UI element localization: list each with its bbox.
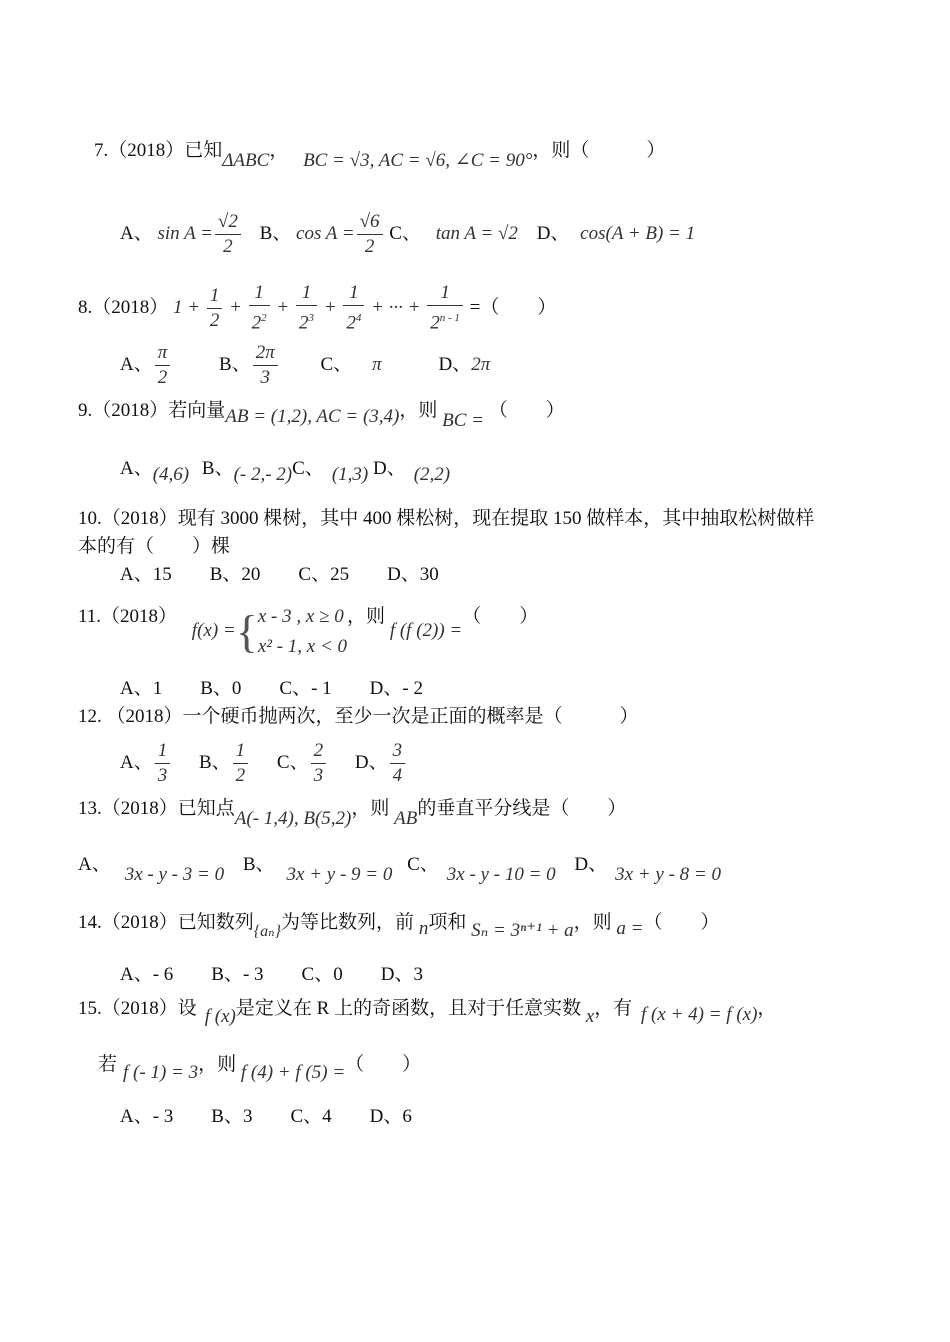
q8-option-a-label: A、 [120, 354, 153, 375]
q9-bc: BC = [442, 410, 484, 431]
q8-options [120, 338, 490, 392]
q7-a-num: √2 [215, 210, 241, 235]
q9-d-val: (2,2) [413, 464, 451, 485]
q8-series: 1 + $\frac{1}{2}$ + $\frac{1}{2^2}$ + $\frac{1}{2^3}$ + $\frac{1}{2^4}$ + ··· + $\frac{1}{2^{n - 1}}$ [173, 297, 470, 318]
q7-triangle: ΔABC [222, 150, 270, 171]
q14-mid2: 项和 [428, 912, 467, 933]
q9-c-val: (1,3) [331, 464, 369, 485]
q14-mid: 为等比数列，前 [281, 912, 415, 933]
q14-n: n [418, 918, 429, 939]
q12-options [120, 736, 407, 790]
q12-b-num: 1 [233, 739, 249, 764]
q11-case1: x - 3 , x ≥ 0 [257, 605, 344, 627]
q14-a-eq: a = [616, 918, 644, 939]
q8-a-den: 2 [157, 367, 168, 389]
q12-a-den: 3 [157, 765, 168, 787]
q8-stem-text: 8.（2018） [78, 297, 169, 318]
q7-b-num: √6 [357, 210, 383, 235]
q9-stem [78, 398, 565, 431]
q15-line2 [98, 1052, 422, 1083]
q12-stem: 12. （2018）一个硬币抛两次，至少一次是正面的概率是（ ） [78, 706, 639, 727]
q7-option-b-expr: cos A = [296, 223, 355, 244]
q10-line2: 本的有（ ）棵 [78, 536, 231, 557]
q15-l2b: ，则 [198, 1054, 237, 1075]
q8-option-d-label: D、 [438, 354, 472, 375]
q8-option-c-label: C、 [320, 354, 353, 375]
q13-option-d-label: D、 [574, 854, 608, 875]
q15-stem-text: 15.（2018）设 [78, 998, 197, 1019]
q8-a-num: π [155, 341, 171, 366]
q7-option-a-expr: sin A = [157, 223, 213, 244]
q7-tail: ，则（ ） [532, 140, 666, 161]
q9-option-c-label: C、 [292, 458, 324, 479]
q13-ab: AB [394, 808, 418, 829]
q9-b-val: (- 2,- 2) [233, 464, 293, 485]
q8-d-val: 2π [471, 354, 491, 375]
q15-line1 [78, 996, 777, 1027]
q7-option-c-expr: tan A = √2 [435, 223, 518, 244]
q13-c-val: 3x - y - 10 = 0 [446, 864, 556, 885]
q13-mid: ，则 [351, 798, 390, 819]
q12-option-d-label: D、 [354, 752, 388, 773]
q11-cases [258, 602, 347, 662]
q13-d-val: 3x + y - 8 = 0 [615, 864, 721, 885]
q13-points: A(- 1,4), B(5,2) [234, 808, 352, 829]
q13-tail: 的垂直平分线是（ ） [417, 798, 627, 819]
q8-stem [78, 280, 556, 336]
q12-a-num: 1 [155, 739, 171, 764]
q8-b-num: 2π [253, 341, 278, 366]
q12-option-b-label: B、 [198, 752, 231, 773]
q15-q: f (4) + f (5) = [240, 1062, 346, 1083]
q11-case2: x² - 1, x < 0 [257, 635, 348, 657]
q9-options [120, 456, 451, 485]
q14-tail: （ ） [643, 912, 720, 933]
q12-c-num: 2 [311, 739, 327, 764]
q11-stem-text: 11.（2018） [78, 606, 178, 627]
q15-mid2: ，有 [594, 998, 633, 1019]
q12-c-den: 3 [313, 765, 324, 787]
q15-l2a: 若 [98, 1054, 118, 1075]
q15-mid: 是定义在 R 上的奇函数，且对于任意实数 [235, 998, 582, 1019]
q10-options: A、15 B、20 C、25 D、30 [120, 564, 439, 585]
q14-sn: Sₙ = 3ⁿ⁺¹ + a [471, 920, 574, 941]
q7-option-b-label: B、 [259, 223, 292, 244]
q12-b-den: 2 [235, 765, 246, 787]
q7-option-d-expr: cos(A + B) = 1 [580, 223, 696, 244]
q7-option-a-label: A、 [120, 223, 153, 244]
q7-option-d-label: D、 [536, 223, 570, 244]
q14-mid3: ，则 [573, 912, 612, 933]
q9-vectors: AB = (1,2), AC = (3,4) [225, 406, 400, 427]
q7-sep: ， [269, 140, 289, 161]
q13-options [78, 852, 721, 885]
q14-stem [78, 910, 720, 941]
q11-stem [78, 598, 538, 664]
q8-tail: =（ ） [469, 297, 557, 318]
q11-fx: f(x) = [191, 620, 236, 641]
q15-tail: （ ） [345, 1054, 422, 1075]
q7-condition: BC = √3, AC = √6, ∠C = 90° [303, 150, 533, 171]
q12-option-c-label: C、 [276, 752, 309, 773]
q13-stem [78, 796, 627, 829]
q9-option-d-label: D、 [372, 458, 406, 479]
q11-brace-icon: { [235, 605, 258, 657]
q7-stem [94, 138, 666, 171]
q15-x: x [585, 1006, 595, 1027]
q9-a-val: (4,6) [152, 464, 190, 485]
q12-option-a-label: A、 [120, 752, 153, 773]
q11-mid: ，则 [347, 606, 386, 627]
q9-option-b-label: B、 [201, 458, 234, 479]
q11-options: A、1 B、0 C、- 1 D、- 2 [120, 678, 423, 699]
q13-option-c-label: C、 [407, 854, 439, 875]
q13-a-val: 3x - y - 3 = 0 [124, 864, 225, 885]
q14-stem-text: 14.（2018）已知数列 [78, 912, 254, 933]
q11-tail: （ ） [462, 606, 539, 627]
q15-cond: f (- 1) = 3 [123, 1062, 199, 1083]
q7-options [120, 204, 695, 264]
q10-line1: 10.（2018）现有 3000 棵树，其中 400 棵松树，现在提取 150 做样本，其中抽取松树做样 [78, 508, 815, 529]
q9-tail: （ ） [488, 400, 565, 421]
q15-end: ， [757, 998, 777, 1019]
q8-option-b-label: B、 [219, 354, 251, 375]
q7-a-den: 2 [223, 236, 233, 258]
q9-mid: ，则 [399, 400, 438, 421]
q7-option-c-label: C、 [389, 223, 421, 244]
q12-d-num: 3 [390, 739, 406, 764]
q15-fx: f (x) [204, 1006, 236, 1027]
q7-stem-text: 7.（2018）已知 [94, 140, 223, 161]
q9-option-a-label: A、 [120, 458, 153, 479]
q9-stem-text: 9.（2018）若向量 [78, 400, 226, 421]
q8-b-den: 3 [260, 367, 270, 389]
q13-option-a-label: A、 [78, 854, 111, 875]
q7-b-den: 2 [364, 236, 375, 258]
q13-option-b-label: B、 [242, 854, 275, 875]
q11-ffx: f (f (2)) = [389, 620, 463, 641]
q14-options: A、- 6 B、- 3 C、0 D、3 [120, 964, 423, 985]
q8-c-val: π [372, 354, 382, 375]
q13-stem-text: 13.（2018）已知点 [78, 798, 235, 819]
q13-b-val: 3x + y - 9 = 0 [286, 864, 393, 885]
q14-seq: {aₙ} [253, 923, 282, 940]
q12-d-den: 4 [392, 765, 403, 787]
q15-options: A、- 3 B、3 C、4 D、6 [120, 1106, 412, 1127]
q15-eq: f (x + 4) = f (x) [641, 1004, 758, 1025]
